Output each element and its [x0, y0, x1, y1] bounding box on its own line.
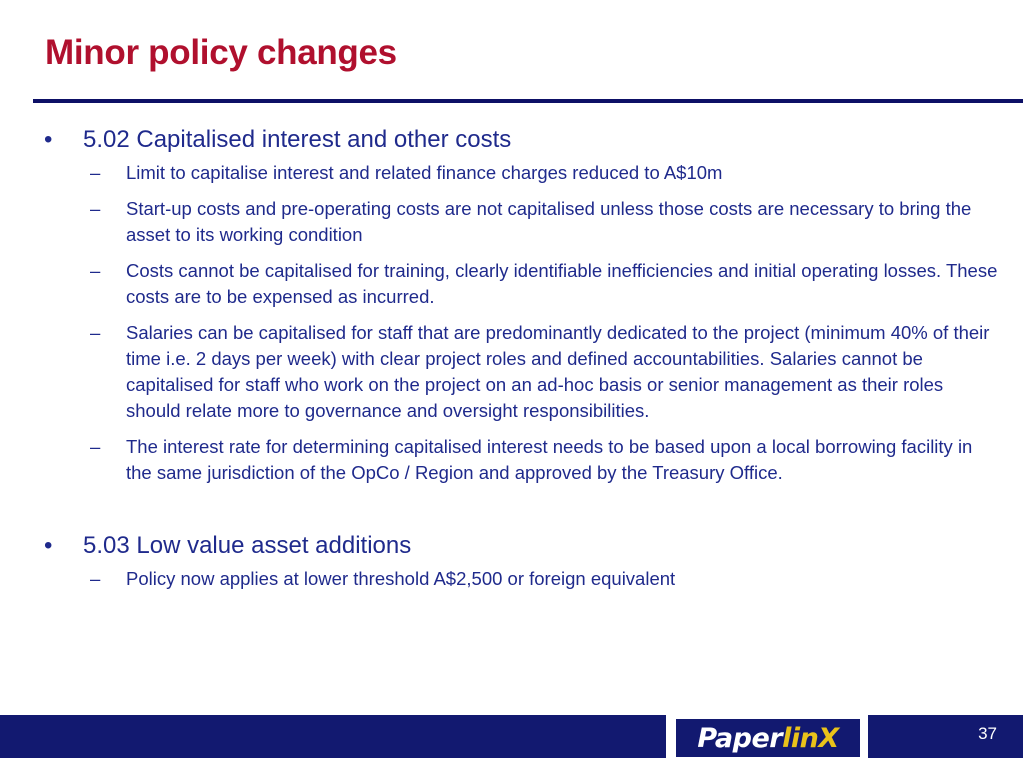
footer-bar: [0, 715, 1023, 758]
dash-mark: –: [90, 568, 101, 589]
bullet-mark: •: [44, 532, 53, 559]
sub-bullet: [40, 160, 1000, 186]
bullet-heading: [40, 124, 1000, 156]
paperlinx-logo: [676, 719, 860, 757]
sub-bullet: [40, 320, 1000, 424]
sub-bullet: [40, 258, 1000, 310]
bullet-heading-text: 5.02 Capitalised interest and other costs: [83, 126, 512, 153]
sub-bullet: [40, 566, 1000, 592]
dash-mark: –: [90, 198, 101, 219]
sub-bullet-text: Limit to capitalise interest and related finance charges reduced to A$10m: [126, 162, 723, 183]
sub-bullet-text: Costs cannot be capitalised for training, clearly identifiable inefficiencies and initial operating losses. These costs are to be expensed as incurred.: [126, 260, 998, 307]
section-low-value-assets: [40, 530, 1000, 592]
title-divider: [33, 99, 1023, 103]
dash-mark: –: [90, 322, 101, 343]
sub-bullet-text: Policy now applies at lower threshold A$2,500 or foreign equivalent: [126, 568, 676, 589]
sub-bullet-text: The interest rate for determining capitalised interest needs to be based upon a local borrowing facility in the same jurisdiction of the OpCo / Region and approved by the Treasury Office.: [126, 436, 973, 483]
bullet-mark: •: [44, 126, 53, 153]
dash-mark: –: [90, 260, 101, 281]
sub-bullet: [40, 196, 1000, 248]
bullet-heading: [40, 530, 1000, 562]
sub-bullet-text: Start-up costs and pre-operating costs are not capitalised unless those costs are necessary to bring the asset to its working condition: [126, 198, 972, 245]
slide-body: [40, 124, 1000, 602]
logo-text-part1: Paper: [697, 722, 783, 754]
bullet-heading-text: 5.03 Low value asset additions: [83, 532, 412, 559]
sub-bullet-list: [40, 160, 1000, 486]
sub-bullet-list: [40, 566, 1000, 592]
logo-text-part2: linX: [782, 722, 839, 754]
dash-mark: –: [90, 436, 101, 457]
sub-bullet: [40, 434, 1000, 486]
section-capitalised-interest: [40, 124, 1000, 486]
page-number: 37: [978, 724, 997, 743]
sub-bullet-text: Salaries can be capitalised for staff that are predominantly dedicated to the project (minimum 40% of their time i.e. 2 days per week) with clear project roles and defined accountabilities. Salaries cannot be capitalised for staff who work on the project on an ad-hoc basis or senior management as their roles should relate more to governance and oversight responsibilities.: [126, 322, 990, 421]
slide-title: Minor policy changes: [45, 33, 397, 72]
dash-mark: –: [90, 162, 101, 183]
